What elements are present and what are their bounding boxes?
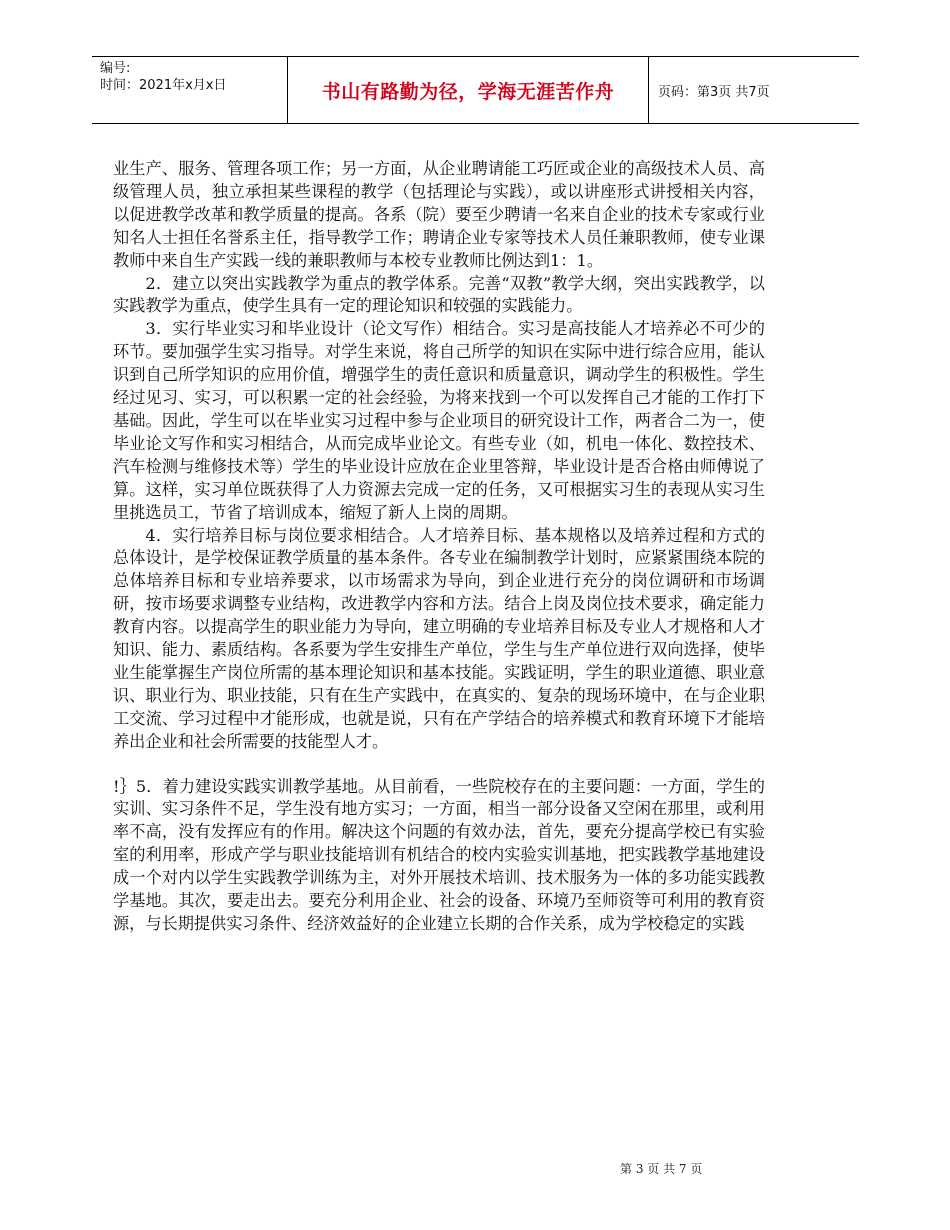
paragraph: !｝5．着力建设实践实训教学基地。从目前看，一些院校存在的主要问题：一方面，学生的实训、实习条件不足，学生没有地方实习；一方面，相当一部分设备又空闲在那里，或利用率不高，没有发挥应有的作用。解决这个问题的有效办法，首先，要充分提高学校已有实验室的利用率，形成产学与职业技能培训有机结合的校内实验实训基地，把实践教学基地建设成一个对内以学生实践教学训练为主，对外开展技术培训、技术服务为一体的多功能实践教学基地。其次，要走出去。要充分利用企业、社会的设备、环境乃至师资等可利用的教育资源，与长期提供实习条件、经济效益好的企业建立长期的合作关系，成为学校稳定的实践: [113, 776, 765, 933]
paragraph: 业生产、服务、管理各项工作；另一方面，从企业聘请能工巧匠或企业的高级技术人员、高级管理人员，独立承担某些课程的教学（包括理论与实践），或以讲座形式讲授相关内容，以促进教学改革和教学质量的提高。各系（院）要至少聘请一名来自企业的技术专家或行业知名人士担任名誉系主任，指导教学工作；聘请企业专家等技术人员任兼职教师，使专业课教师中来自生产实践一线的兼职教师与本校专业教师比例达到1：1。: [113, 159, 765, 270]
page-footer: 第 3 页 共 7 页: [620, 1162, 703, 1176]
paragraph: 3．实行毕业实习和毕业设计（论文写作）相结合。实习是高技能人才培养必不可少的环节。要加强学生实习指导。对学生来说，将自己所学的知识在实际中进行综合应用，能认识到自己所学知识的应用价值，增强学生的责任意识和质量意识，调动学生的积极性。学生经过见习、实习，可以积累一定的社会经验，为将来找到一个可以发挥自己才能的工作打下基础。因此，学生可以在毕业实习过程中参与企业项目的研究设计工作，两者合二为一，使毕业论文写作和实习相结合，从而完成毕业论文。有些专业（如，机电一体化、数控技术、汽车检测与维修技术等）学生的毕业设计应放在企业里答辩，毕业设计是否合格由师傅说了算。这样，实习单位既获得了人力资源去完成一定的任务，又可根据实习生的表现从实习生里挑选员工，节省了培训成本，缩短了新人上岗的周期。: [113, 319, 765, 522]
document-body: [113, 158, 765, 936]
time-label: 时间：2021年x月x日: [100, 78, 227, 93]
header-motto: 书山有路勤为径，学海无涯苦作舟: [287, 57, 649, 123]
paragraph: 4．实行培养目标与岗位要求相结合。人才培养目标、基本规格以及培养过程和方式的总体设计，是学校保证教学质量的基本条件。各专业在编制教学计划时，应紧紧围绕本院的总体培养目标和专业培养要求，以市场需求为导向，到企业进行充分的岗位调研和市场调研，按市场要求调整专业结构，改进教学内容和方法。结合上岗及岗位技术要求，确定能力教育内容。以提高学生的职业能力为导向，建立明确的专业培养目标及专业人才规格和人才知识、能力、素质结构。各系要为学生安排生产单位，学生与生产单位进行双向选择，使毕业生能掌握生产岗位所需的基本理论知识和基本技能。实践证明，学生的职业道德、职业意识、职业行为、职业技能，只有在生产实践中，在真实的、复杂的现场环境中，在与企业职工交流、学习过程中才能形成，也就是说，只有在产学结合的培养模式和教育环境下才能培养出企业和社会所需要的技能型人才。: [113, 525, 765, 751]
number-label: 编号:: [100, 61, 131, 76]
paragraph: 2．建立以突出实践教学为重点的教学体系。完善“双教”教学大纲，突出实践教学，以实践教学为重点，使学生具有一定的理论知识和较强的实践能力。: [113, 273, 765, 316]
header-meta: [100, 60, 290, 94]
header-page-info: 页码：第3页 共7页: [658, 84, 770, 100]
page-header: [92, 56, 859, 124]
